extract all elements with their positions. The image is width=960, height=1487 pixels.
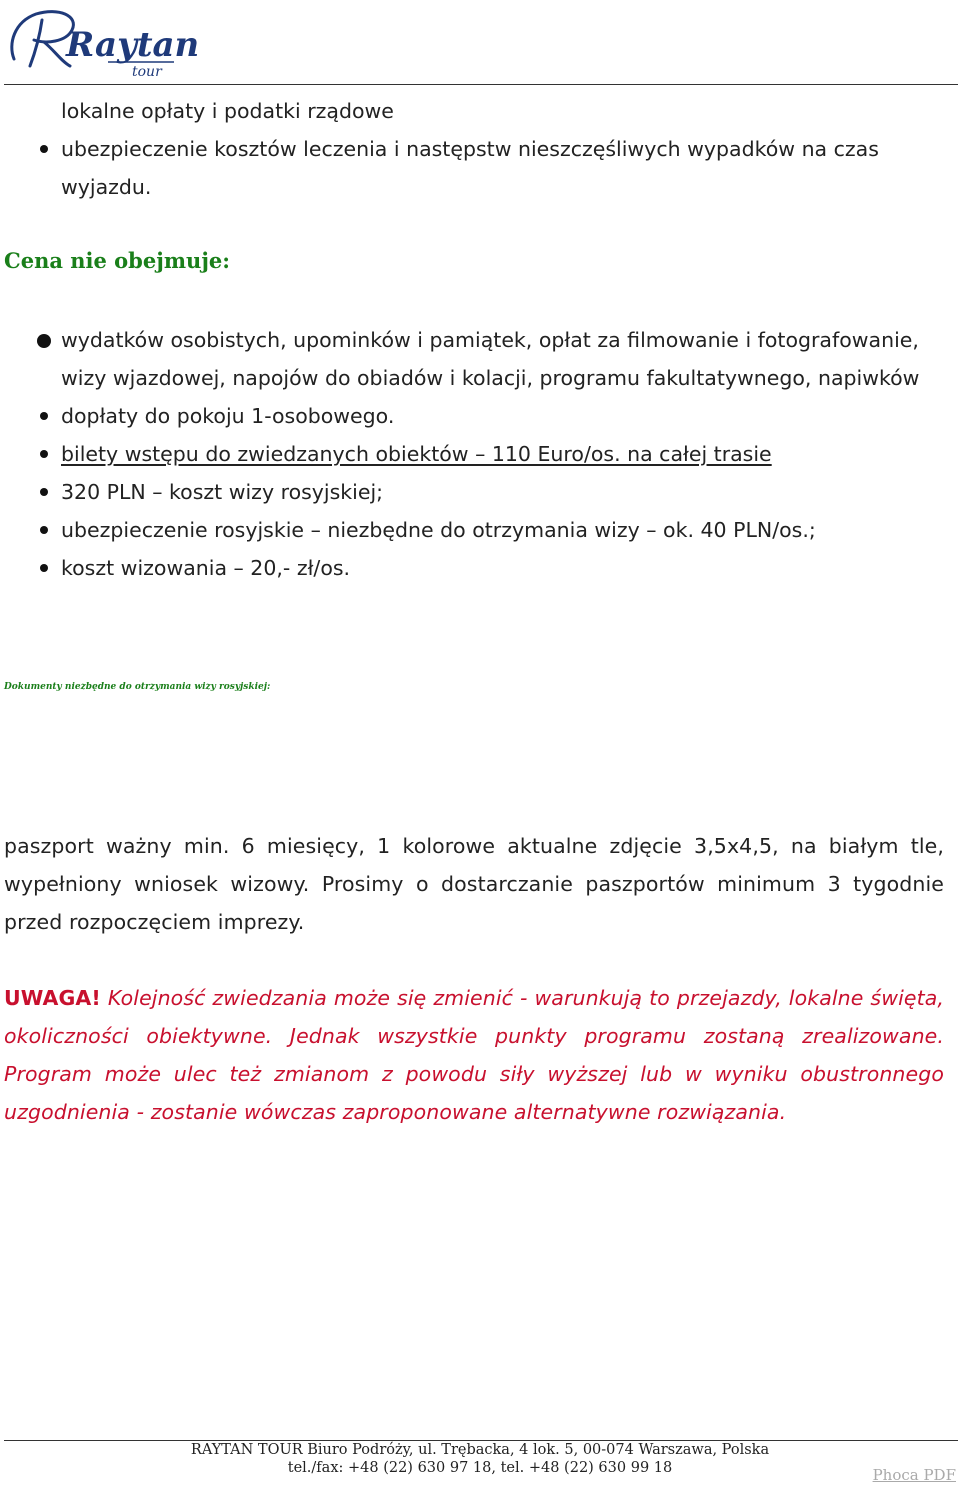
included-item-text: ubezpieczenie kosztów leczenia i następstw nieszczęśliwych wypadków na czas wyjazdu. (61, 137, 879, 199)
list-item (0, 549, 960, 587)
not-included-item-text: wydatków osobistych, upominków i pamiątek, opłat za filmowanie i fotografowanie, wizy wjazdowej, napojów do obiadów i kolacji, programu fakultatywnego, napiwków (61, 328, 920, 390)
not-included-item-text: 320 PLN – koszt wizy rosyjskiej; (61, 480, 384, 504)
not-included-heading: Cena nie obejmuje: (4, 248, 231, 273)
svg-text:tour: tour (132, 64, 162, 80)
not-included-item-text: koszt wizowania – 20,- zł/os. (61, 556, 351, 580)
warning-paragraph (4, 979, 944, 1131)
footer-phone: tel./fax: +48 (22) 630 97 18, tel. +48 (22) 630 99 18 (287, 1460, 673, 1476)
warning-label: UWAGA! (4, 986, 101, 1010)
bullet-icon (40, 488, 48, 496)
list-item (0, 473, 960, 511)
list-item (0, 435, 960, 473)
not-included-list (0, 321, 960, 587)
list-item (0, 321, 960, 397)
svg-text:Raytan: Raytan (66, 25, 200, 65)
phoca-pdf-link[interactable]: Phoca PDF (872, 1466, 956, 1484)
documents-heading: Dokumenty niezbędne do otrzymania wizy rosyjskiej: (4, 682, 271, 692)
included-list (0, 92, 960, 206)
not-included-item-text: dopłaty do pokoju 1-osobowego. (61, 404, 395, 428)
header-divider (4, 84, 958, 85)
list-item (0, 130, 960, 206)
included-item-text: lokalne opłaty i podatki rządowe (61, 99, 394, 123)
bullet-icon (40, 412, 48, 420)
documents-paragraph: paszport ważny min. 6 miesięcy, 1 kolorowe aktualne zdjęcie 3,5x4,5, na białym tle, wypełniony wniosek wizowy. Prosimy o dostarczanie paszportów minimum 3 tygodnie przed rozpoczęciem imprezy. (4, 834, 944, 934)
bullet-icon (40, 450, 48, 458)
bullet-icon (40, 526, 48, 534)
bullet-icon (40, 564, 48, 572)
bullet-icon (40, 145, 48, 153)
list-item (0, 397, 960, 435)
bullet-icon (37, 334, 51, 348)
footer-address: RAYTAN TOUR Biuro Podróży, ul. Trębacka, 4 lok. 5, 00-074 Warszawa, Polska (190, 1442, 770, 1458)
list-item (0, 511, 960, 549)
raytan-tour-logo (4, 4, 200, 80)
not-included-item-text: ubezpieczenie rosyjskie – niezbędne do otrzymania wizy – ok. 40 PLN/os.; (61, 518, 816, 542)
footer (0, 1441, 960, 1477)
not-included-item-text: bilety wstępu do zwiedzanych obiektów – 110 Euro/os. na całej trasie (61, 442, 772, 466)
warning-text: Kolejność zwiedzania może się zmienić - warunkują to przejazdy, lokalne święta, okoliczności obiektywne. Jednak wszystkie punkty programu zostaną zrealizowane. Program może ulec też zmianom z powodu siły wyższej lub w wyniku obustronnego uzgodnienia - zostanie wówczas zaproponowane alternatywne rozwiązania. (4, 986, 944, 1124)
list-item (0, 92, 960, 130)
